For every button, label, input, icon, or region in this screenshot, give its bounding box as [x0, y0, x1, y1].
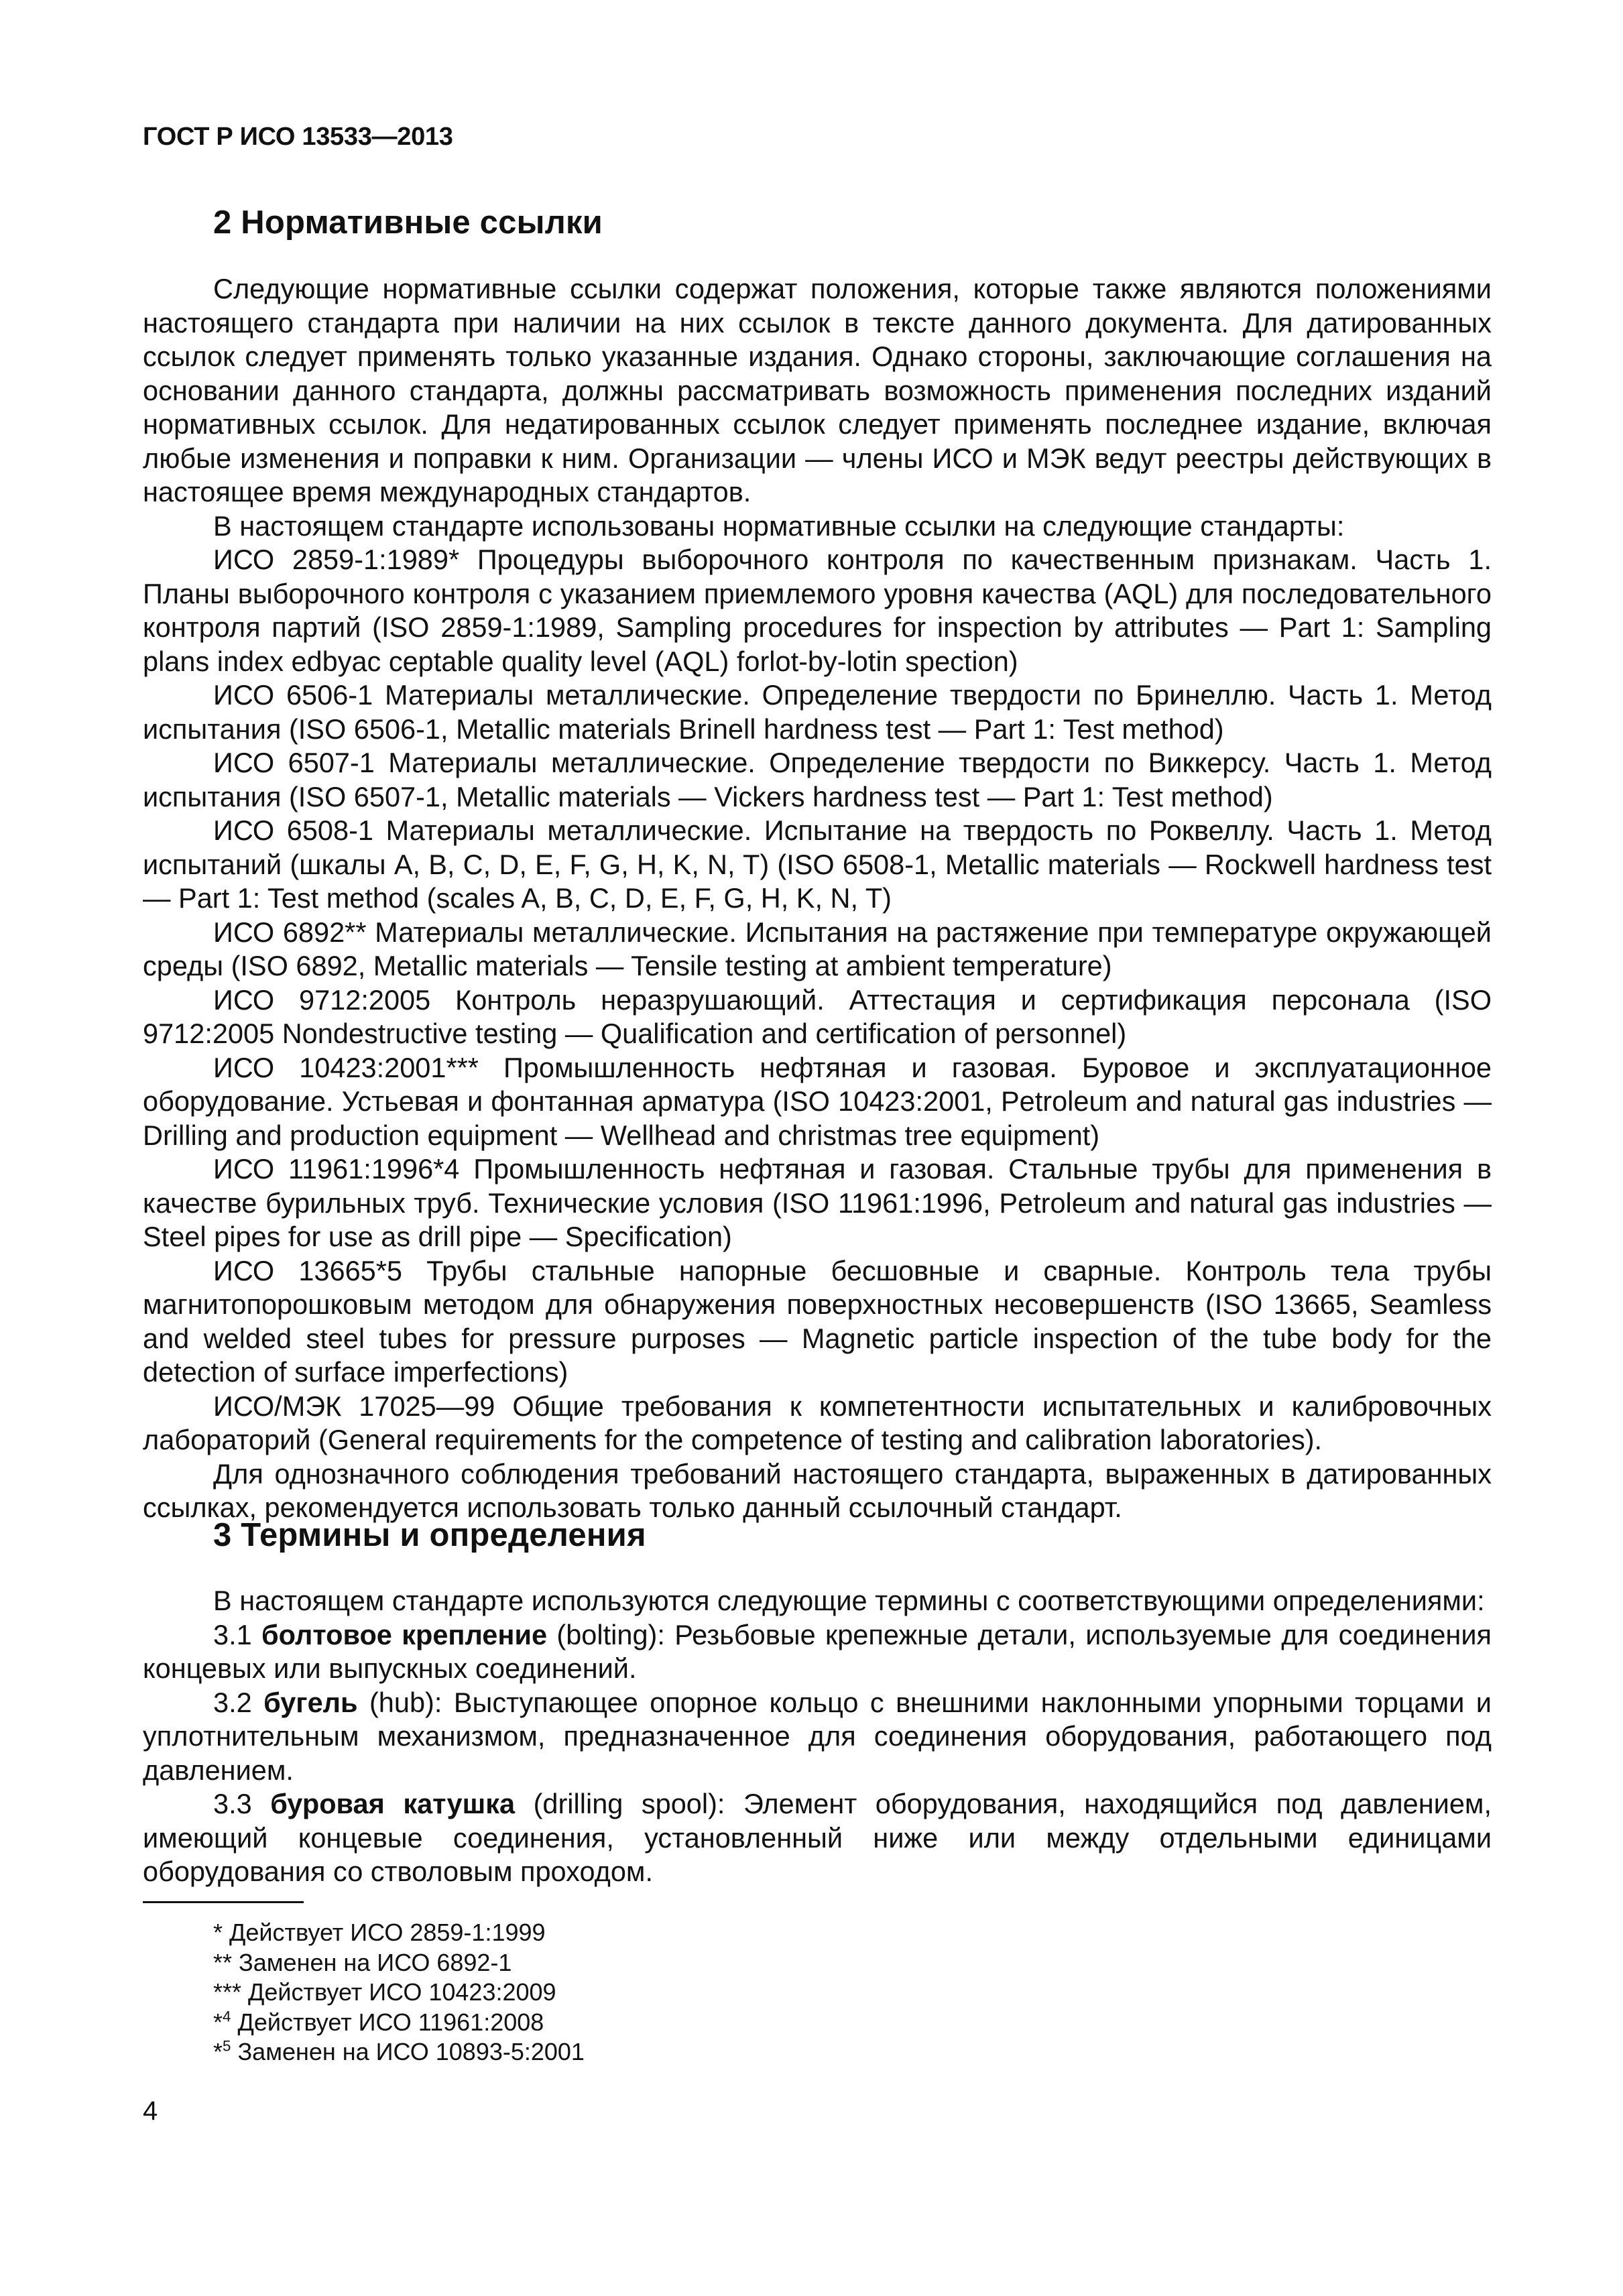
reference-item: ИСО 6506-1 Материалы металлические. Определение твердости по Бринеллю. Часть 1. Метод испытания (ISO 6506-1, Metallic materials Brinell hardness test — Part 1: Test method): [143, 679, 1492, 745]
reference-item: ИСО 6892** Материалы металлические. Испытания на растяжение при температуре окружающей среды (ISO 6892, Metallic materials — Tensile testing at ambient temperature): [143, 916, 1492, 981]
footnote-item: *$^5$ Заменен на ИСО 10893-5:2001: [213, 2037, 585, 2065]
reference-item: ИСО/МЭК 17025—99 Общие требования к компетентности испытательных и калибровочных лабораторий (General requirements for the competence of testing and calibration laboratories).: [143, 1390, 1492, 1455]
term-name: буровая катушка: [270, 1788, 516, 1819]
section-2-body: [143, 272, 1492, 1525]
section-3-body: [143, 1584, 1492, 1889]
term-definition: 3.3 буровая катушка (drilling spool): Элемент оборудования, находящийся под давлением, имеющий концевые соединения, установленный ниже или между отдельными единицами оборудования со стволовым проходом.: [143, 1788, 1492, 1887]
section-2-used: В настоящем стандарте использованы нормативные ссылки на следующие стандарты:: [213, 509, 1345, 542]
footnote-divider: [143, 1901, 304, 1903]
reference-item: ИСО 6507-1 Материалы металлические. Определение твердости по Виккерсу. Часть 1. Метод испытания (ISO 6507-1, Metallic materials — Vickers hardness test — Part 1: Test method): [143, 747, 1492, 812]
term-definition: 3.1 болтовое крепление (bolting): Резьбовые крепежные детали, используемые для соединения концевых или выпускных соединений.: [143, 1618, 1492, 1684]
term-name: бугель: [263, 1686, 358, 1718]
reference-item: ИСО 10423:2001*** Промышленность нефтяная и газовая. Буровое и эксплуатационное оборудование. Устьевая и фонтанная арматура (ISO 10423:2001, Petroleum and natural gas industries — Drilling and production equipment — Wellhead and christmas tree equipment): [143, 1051, 1492, 1151]
reference-item: ИСО 13665*5 Трубы стальные напорные бесшовные и сварные. Контроль тела трубы магнитопорошковым методом для обнаружения поверхностных несовершенств (ISO 13665, Seamless and welded steel tubes for pressure purposes — Magnetic particle inspection of the tube body for the detection of surface imperfections): [143, 1254, 1492, 1388]
reference-item: ИСО 2859-1:1989* Процедуры выборочного контроля по качественным признакам. Часть 1. Планы выборочного контроля с указанием приемлемого уровня качества (AQL) для последовательного контроля партий (ISO 2859-1:1989, Sampling procedures for inspection by attributes — Part 1: Sampling plans index edbyac ceptable quality level (AQL) forlot-by-lotin spection): [143, 544, 1492, 677]
footnote-item: *** Действует ИСО 10423:2009: [213, 1978, 556, 2006]
term-name: болтовое крепление: [261, 1618, 548, 1650]
footnote-item: * Действует ИСО 2859-1:1999: [213, 1919, 546, 1946]
section-3-title: 3 Термины и определения: [213, 1517, 646, 1553]
section-2-title: 2 Нормативные ссылки: [213, 204, 603, 241]
reference-item: ИСО 11961:1996*4 Промышленность нефтяная и газовая. Стальные трубы для применения в качестве бурильных труб. Технические условия (ISO 11961:1996, Petroleum and natural gas industries — Steel pipes for use as drill pipe — Specification): [143, 1153, 1492, 1252]
footnote-item: *$^4$ Действует ИСО 11961:2008: [213, 2008, 544, 2036]
section-3-intro: В настоящем стандарте используются следующие термины с соответствующими определениями:: [213, 1585, 1485, 1616]
reference-item: ИСО 6508-1 Материалы металлические. Испытание на твердость по Роквеллу. Часть 1. Метод испытаний (шкалы A, B, C, D, E, F, G, H, K, N, T) (ISO 6508-1, Metallic materials — Rockwell hardness test — Part 1: Test method (scales A, B, C, D, E, F, G, H, K, N, T): [143, 814, 1492, 914]
document-header: ГОСТ Р ИСО 13533—2013: [143, 123, 453, 151]
page-number: 4: [143, 2096, 158, 2126]
footnotes: [213, 1918, 585, 2067]
section-2-closing: Для однозначного соблюдения требований настоящего стандарта, выраженных в датированных ссылках, рекомендуется использовать только данный ссылочный стандарт.: [143, 1457, 1492, 1523]
footnote-item: ** Заменен на ИСО 6892-1: [213, 1948, 512, 1976]
section-2-intro: Следующие нормативные ссылки содержат положения, которые также являются положениями настоящего стандарта при наличии на них ссылок в тексте данного документа. Для датированных ссылок следует применять только указанные издания. Однако стороны, заключающие соглашения на основании данного стандарта, должны рассматривать возможность применения последних изданий нормативных ссылок. Для недатированных ссылок следует применять последнее издание, включая любые изменения и поправки к ним. Организации — члены ИСО и МЭК ведут реестры действующих в настоящее время международных стандартов.: [143, 273, 1492, 507]
term-definition: 3.2 бугель (hub): Выступающее опорное кольцо с внешними наклонными упорными торцами и уплотнительным механизмом, предназначенное для соединения оборудования, работающего под давлением.: [143, 1686, 1492, 1786]
reference-item: ИСО 9712:2005 Контроль неразрушающий. Аттестация и сертификация персонала (ISO 9712:2005 Nondestructive testing — Qualification and certification of personnel): [143, 983, 1492, 1049]
